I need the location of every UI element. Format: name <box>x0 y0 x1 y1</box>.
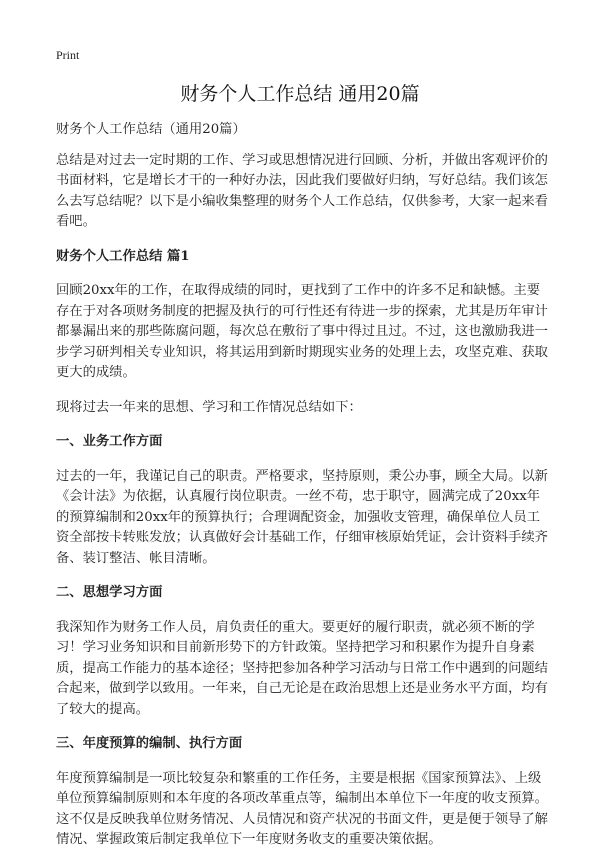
heading-study: 二、思想学习方面 <box>56 585 163 600</box>
section-title: 财务个人工作总结 篇1 <box>56 248 190 264</box>
budget-paragraph: 年度预算编制是一项比较复杂和繁重的工作任务，主要是根据《国家预算法》、上级单位预算编制原则和本年度的各项改革重点等，编制出本单位下一年度的收支预算。这不仅是反映我单位财务情况、人员情况和资产状况的书面文件，更是便于领导了解情况、掌握政策后制定我单位下一年度财务收支的重要决策依据。 <box>56 770 548 847</box>
heading-business-work: 一、业务工作方面 <box>56 434 163 449</box>
study-paragraph: 我深知作为财务工作人员，肩负责任的重大。要更好的履行职责，就必须不断的学习！学习业务知识和目前新形势下的方针政策。坚持把学习和积累作为提升自身素质，提高工作能力的基本途径；坚持把参加各种学习活动与日常工作中遇到的问题结合起来，做到学以致用。一年来，自己无论是在政治思想上还是业务水平方面，均有了较大的提高。 <box>56 619 548 717</box>
business-work-paragraph: 过去的一年，我谨记自己的职责。严格要求，坚持原则，秉公办事，顾全大局。以新《会计法》为依据，认真履行岗位职责。一丝不苟，忠于职守，圆满完成了20xx年的预算编制和20xx年的预算执行；合理调配资金，加强收支管理，确保单位人员工资全部按卡转账发放；认真做好会计基础工作，仔细审核原始凭证，会计资料手续齐备、装订整洁、帐目清晰。 <box>56 468 548 566</box>
article-body <box>56 120 552 851</box>
review-paragraph: 回顾20xx年的工作，在取得成绩的同时，更找到了工作中的许多不足和缺憾。主要存在于对各项财务制度的把握及执行的可行性还有待进一步的探索，尤其是历年审计都暴漏出来的那些陈腐问题，每次总在敷衍了事中得过且过。不过，这也激励我进一步学习研判相关专业知识，将其运用到新时期现实业务的处理上去，攻坚克难、获取更大的成绩。 <box>56 283 548 380</box>
print-link[interactable]: Print <box>56 48 80 62</box>
heading-budget: 三、年度预算的编制、执行方面 <box>56 736 243 751</box>
summary-intro-paragraph: 现将过去一年来的思想、学习和工作情况总结如下： <box>56 399 362 415</box>
page-title: 财务个人工作总结 通用20篇 <box>180 83 420 105</box>
document-subtitle: 财务个人工作总结（通用20篇） <box>56 122 246 137</box>
intro-paragraph: 总结是对过去一定时期的工作、学习或思想情况进行回顾、分析，并做出客观评价的书面材料，它是增长才干的一种好办法，因此我们要做好归纳，写好总结。我们该怎么去写总结呢？以下是小编收集整理的财务个人工作总结，仅供参考，大家一起来看看吧。 <box>56 152 548 229</box>
